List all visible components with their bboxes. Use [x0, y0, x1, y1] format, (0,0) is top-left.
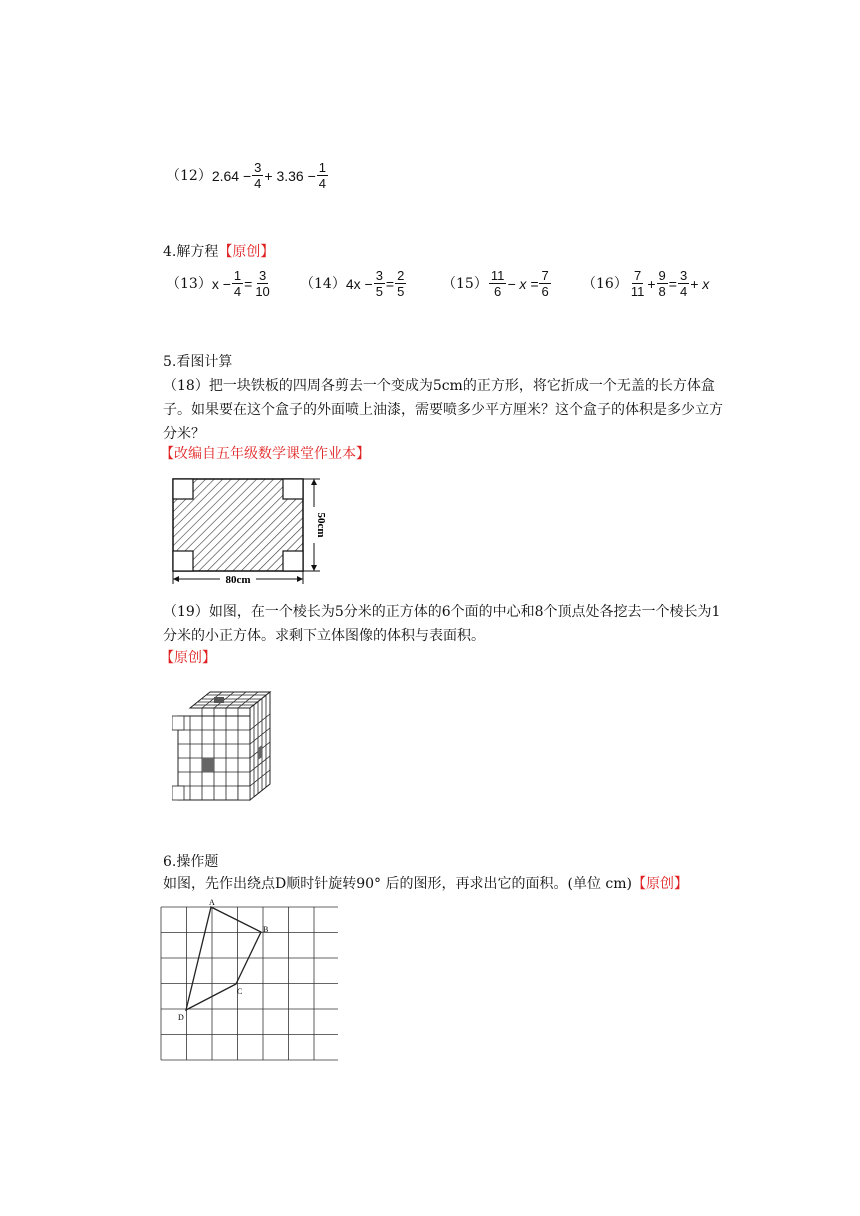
question-19-tag: 【原创】 — [160, 650, 216, 666]
eq15-fraction-1: $\frac{11}{6}$ — [490, 268, 505, 299]
corner-square-bl — [173, 551, 193, 571]
grid-lines — [161, 907, 338, 1060]
eq16-plus-x: + x — [690, 275, 710, 292]
eq14-equals: = — [385, 275, 395, 292]
equation-14 — [300, 268, 407, 299]
quadrilateral-abcd — [186, 907, 261, 1010]
eq14-fraction-2: $\frac{2}{5}$ — [397, 268, 405, 299]
section-6-tag: 【原创】 — [631, 876, 688, 892]
q12-term-2: + 3.36 − — [264, 167, 316, 184]
top-hole — [214, 697, 224, 703]
corner-square-tr — [283, 479, 303, 499]
equation-16 — [582, 268, 709, 299]
cube-figure — [172, 686, 296, 804]
point-d-label: D — [178, 1013, 184, 1022]
eq13-label: （13） — [166, 275, 212, 292]
eq16-fraction-1: $\frac{7}{11}$ — [630, 268, 645, 299]
eq14-fraction-1: $\frac{3}{5}$ — [375, 268, 383, 299]
eq15-label: （15） — [442, 275, 488, 292]
corner-notch-br — [238, 786, 250, 800]
section-6-title: 6.操作题 — [163, 854, 219, 870]
eq16-label: （16） — [582, 275, 628, 292]
eq16-fraction-2: $\frac{9}{8}$ — [658, 268, 666, 299]
section-4-heading — [163, 242, 274, 262]
question-12 — [166, 160, 329, 191]
equation-15 — [442, 268, 552, 299]
corner-notch-tl — [172, 716, 184, 730]
equation-13 — [166, 268, 273, 299]
section-5-title: 5.看图计算 — [163, 354, 233, 370]
height-dimension-label: 50cm — [315, 512, 327, 538]
question-18-tag: 【改编自五年级数学课堂作业本】 — [160, 446, 370, 462]
corner-square-br — [283, 551, 303, 571]
eq14-term: 4x − — [345, 275, 373, 292]
q12-fraction-1: $\frac{3}{4}$ — [254, 160, 262, 191]
point-a-label: A — [209, 898, 215, 907]
eq13-equals: = — [244, 275, 253, 292]
rotation-grid-figure — [158, 898, 338, 1066]
eq13-term: x − — [211, 275, 231, 292]
point-b-label: B — [263, 925, 269, 934]
section-6-question — [163, 874, 688, 894]
iron-plate-figure — [168, 474, 328, 586]
section-6-text: 如图，先作出绕点D顺时针旋转90° 后的图形，再求出它的面积。(单位 cm) — [163, 876, 632, 892]
q12-term-1: 2.64 − — [211, 167, 252, 184]
question-19-text: （19）如图，在一个棱长为5分米的正方体的6个面的中心和8个顶点处各挖去一个棱长为1分米的小正方体。求剩下立体图像的体积与表面积。 — [163, 604, 721, 644]
section-4-title: 4.解方程 — [163, 244, 219, 260]
corner-notch-bl — [172, 786, 184, 800]
eq16-plus: + — [647, 275, 656, 292]
eq16-fraction-3: $\frac{3}{4}$ — [679, 268, 688, 299]
eq15-fraction-2: $\frac{7}{6}$ — [541, 268, 549, 299]
eq16-equals: = — [668, 275, 677, 292]
front-hole — [202, 758, 214, 772]
corner-square-tl — [173, 479, 193, 499]
eq13-fraction-2: $\frac{3}{10}$ — [255, 268, 270, 299]
eq15-minus-x: − x = — [507, 275, 539, 292]
width-dimension-label: 80cm — [225, 574, 251, 586]
eq14-label: （14） — [300, 275, 346, 292]
eq13-fraction-1: $\frac{1}{4}$ — [233, 268, 242, 299]
section-4-tag: 【原创】 — [218, 244, 275, 260]
question-18-text: （18）把一块铁板的四周各剪去一个变成为5cm的正方形，将它折成一个无盖的长方体盒子。如果要在这个盒子的外面喷上油漆，需要喷多少平方厘米？这个盒子的体积是多少立方分米？ — [163, 378, 723, 442]
point-c-label: C — [237, 987, 243, 996]
q12-label: （12） — [166, 167, 212, 184]
q12-fraction-2: $\frac{1}{4}$ — [318, 160, 327, 191]
